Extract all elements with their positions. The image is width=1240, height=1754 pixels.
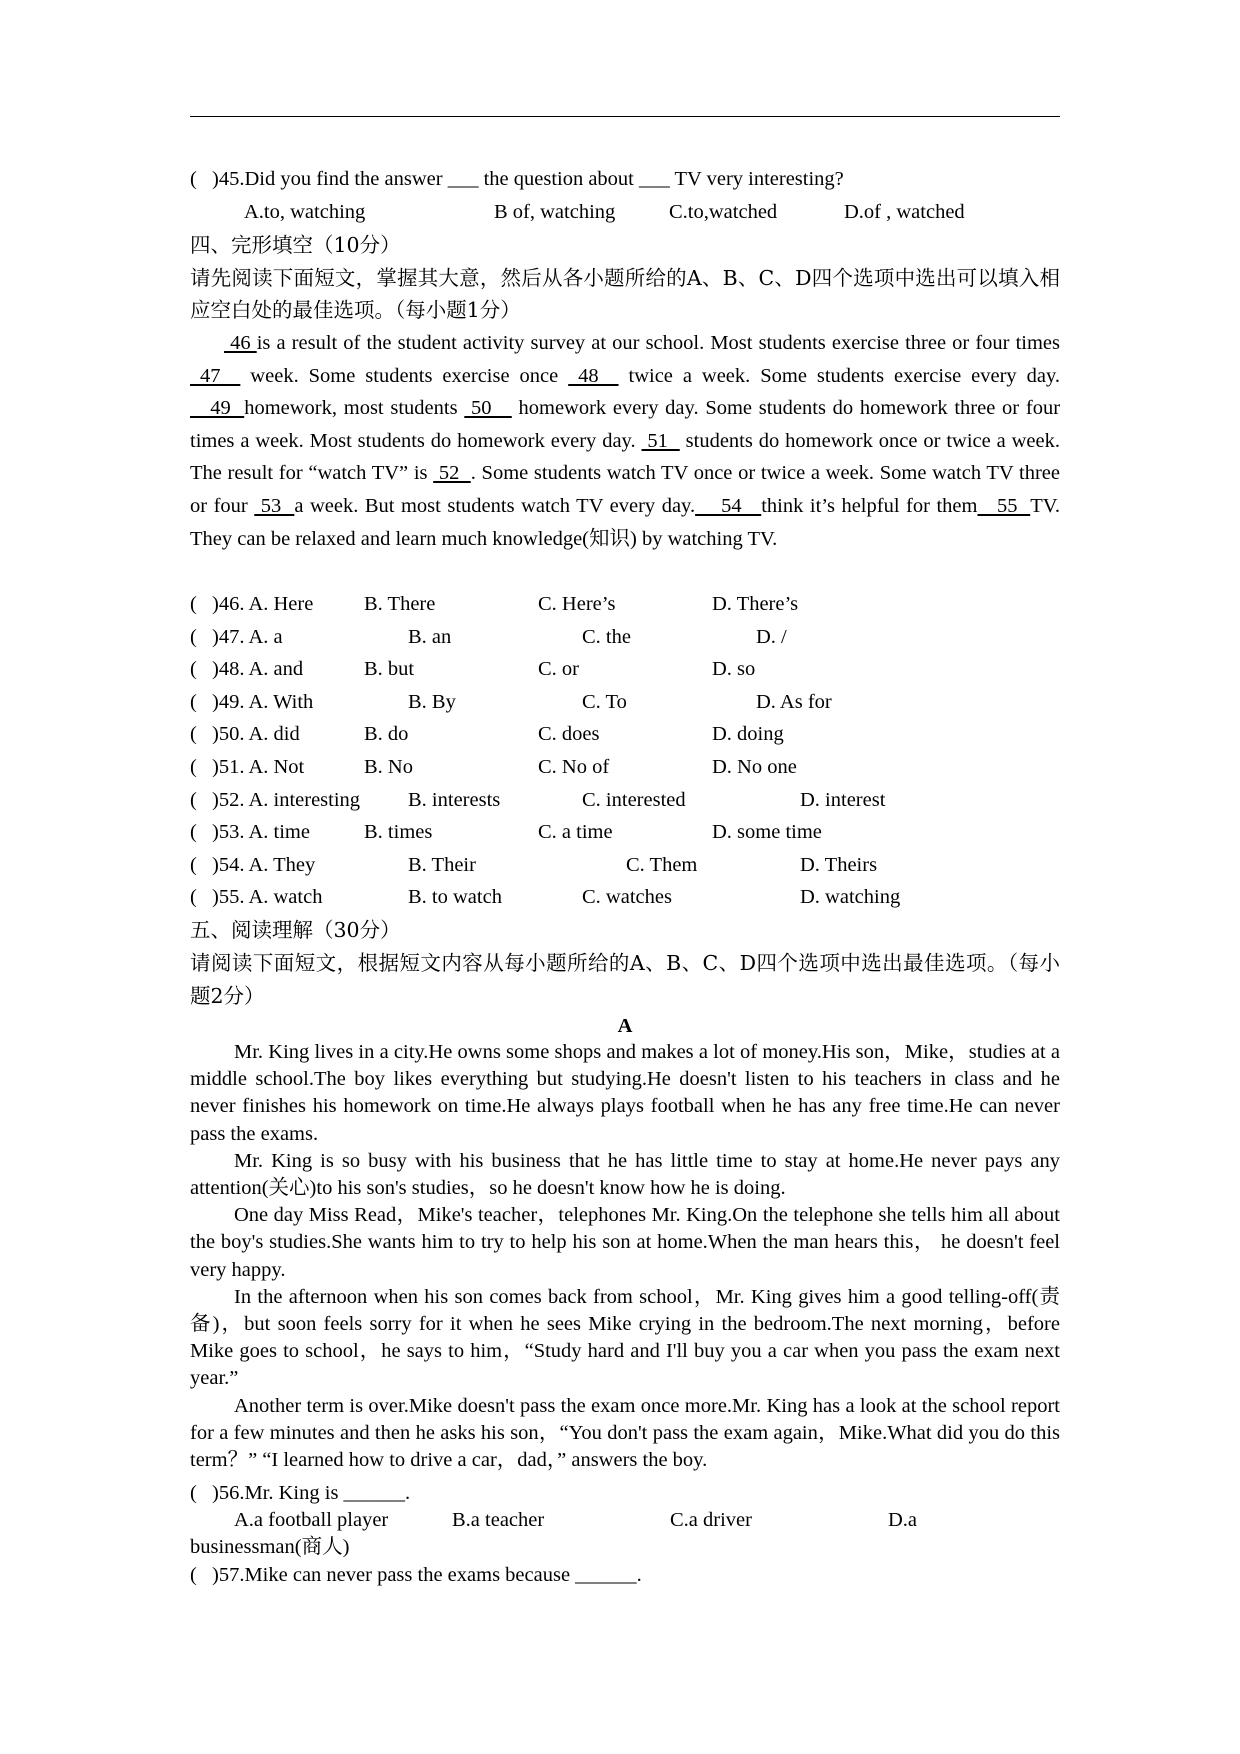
option-text: )48. A. and <box>212 658 304 681</box>
answer-bracket: ( <box>190 690 197 713</box>
option-row <box>190 849 1060 882</box>
cloze-text: a week. But most students watch TV every day. <box>294 494 696 517</box>
option-text: )49. A. With <box>212 690 314 713</box>
cloze-text: think it’s helpful for them <box>761 494 978 517</box>
option-text: B. times <box>364 821 433 844</box>
cloze-text: TV. They can be relaxed and learn much knowledge(知识) by watching TV. <box>190 494 1060 550</box>
option-row <box>190 588 1060 621</box>
cloze-text: is a result of the student activity survey at our school. Most students exercise three or four times <box>256 332 1061 354</box>
option-text: B. Their <box>408 853 476 876</box>
reading-passage <box>190 1039 1060 1474</box>
option-text: B. an <box>408 625 452 648</box>
option-text: B. interests <box>408 788 501 811</box>
option-text: C. Here’s <box>538 593 616 615</box>
option-text: C. To <box>582 690 627 713</box>
option-text: B. to watch <box>408 886 502 909</box>
option-text: D. As for <box>756 690 832 713</box>
question-56 <box>190 1480 1060 1589</box>
blank-49: 49 <box>190 397 245 420</box>
option-row <box>190 718 1060 751</box>
option-text: B. There <box>364 593 436 615</box>
cloze-text: homework, most students <box>244 397 465 420</box>
option-text: )55. A. watch <box>212 886 323 909</box>
answer-bracket: ( <box>190 788 197 811</box>
question-45 <box>190 163 1060 229</box>
section-4-instruction: 请先阅读下面短文，掌握其大意，然后从各小题所给的A、B、C、D四个选项中选出可以填入相应空白处的最佳选项。（每小题1分） <box>190 266 1060 322</box>
option-row <box>190 784 1060 817</box>
question-stem: )45.Did you find the answer ___ the question about ___ TV very interesting? <box>212 168 844 190</box>
option-a: A.a football player <box>234 1509 389 1532</box>
answer-bracket: ( <box>190 1482 197 1504</box>
answer-bracket: ( <box>190 1563 197 1586</box>
option-text: C. No of <box>538 755 610 778</box>
passage-paragraph: Another term is over.Mike doesn't pass the exam once more.Mr. King has a look at the school report for a few minutes and then he asks his son，“You don't pass the exam again，Mike.What did you do this term？” “I learned how to drive a car，dad，” answers the boy. <box>190 1394 1060 1472</box>
option-row <box>190 621 1060 654</box>
option-text: D. There’s <box>712 593 799 615</box>
section-5-title: 五、阅读理解（30分） <box>190 918 401 942</box>
header-rule <box>190 116 1060 117</box>
option-text: )54. A. They <box>212 853 316 876</box>
option-c: C.to,watched <box>669 201 778 223</box>
option-row <box>190 686 1060 719</box>
option-text: D. watching <box>800 886 901 909</box>
option-text: )50. A. did <box>212 723 300 746</box>
option-d: D.of , watched <box>844 201 965 223</box>
blank-52: 52 <box>433 462 471 485</box>
option-text: )47. A. a <box>212 625 283 648</box>
answer-bracket: ( <box>190 821 197 844</box>
answer-bracket: ( <box>190 886 197 909</box>
cloze-passage <box>190 327 1060 555</box>
passage-heading: A <box>617 1015 633 1037</box>
option-text: B. No <box>364 755 413 778</box>
option-c: C.a driver <box>670 1509 752 1532</box>
option-text: D. No one <box>712 755 797 778</box>
option-a: A.to, watching <box>244 201 366 223</box>
option-text: B. do <box>364 723 409 746</box>
option-text: C. watches <box>582 886 672 909</box>
option-text: D. so <box>712 658 756 681</box>
option-text: C. Them <box>626 853 698 876</box>
blank-53: 53 <box>254 494 295 517</box>
option-text: )52. A. interesting <box>212 788 361 811</box>
answer-bracket: ( <box>190 658 197 681</box>
answer-bracket: ( <box>190 625 197 648</box>
option-text: C. does <box>538 723 600 746</box>
answer-bracket: ( <box>190 168 197 190</box>
cloze-text: week. Some students exercise once <box>240 364 569 387</box>
blank-54: 54 <box>695 494 762 517</box>
passage-paragraph: Mr. King is so busy with his business that he has little time to stay at home.He never pays any attention(关心)to his son's studies，so he doesn't know how he is doing. <box>190 1149 1060 1200</box>
option-text: B. but <box>364 658 415 681</box>
option-text: C. a time <box>538 821 613 844</box>
option-text: )51. A. Not <box>212 755 305 778</box>
passage-paragraph: One day Miss Read，Mike's teacher，telephones Mr. King.On the telephone she tells him all about the boy's studies.She wants him to try to help his son at home.When the man hears this， he doesn't feel very happy. <box>190 1204 1060 1281</box>
passage-paragraph: In the afternoon when his son comes back from school，Mr. King gives him a good telling-off(责备)，but soon feels sorry for it when he sees Mike crying in the bedroom.The next morning，before Mike goes to school，he says to him，“Study hard and I'll buy you a car when you pass the exam next year.” <box>190 1285 1060 1390</box>
blank-50: 50 <box>464 397 512 420</box>
cloze-text: . Some students watch TV once or twice a week. Some watch TV three or four <box>190 462 1060 517</box>
cloze-text: students do homework once or twice a week. The result for “watch TV” is <box>190 429 1061 485</box>
option-row <box>190 653 1060 686</box>
option-d-continued: businessman(商人) <box>190 1536 350 1559</box>
question-stem: )57.Mike can never pass the exams because ______. <box>212 1563 642 1586</box>
option-row <box>190 751 1060 784</box>
question-stem: )56.Mr. King is ______. <box>212 1482 411 1504</box>
section-5-instruction: 请阅读下面短文，根据短文内容从每小题所给的A、B、C、D四个选项中选出最佳选项。（每小题2分） <box>190 951 1060 1008</box>
option-row <box>190 816 1060 849</box>
option-b: B of, watching <box>494 201 616 223</box>
option-text: D. some time <box>712 821 822 844</box>
option-b: B.a teacher <box>452 1509 545 1532</box>
blank-46: 46 <box>224 332 257 354</box>
blank-51: 51 <box>641 429 680 452</box>
option-text: B. By <box>408 690 456 713</box>
option-text: )46. A. Here <box>212 593 314 615</box>
answer-bracket: ( <box>190 723 197 746</box>
option-text: C. the <box>582 625 631 648</box>
option-text: C. interested <box>582 788 686 811</box>
option-text: D. Theirs <box>800 853 878 876</box>
cloze-text: twice a week. Some students exercise every day. <box>618 364 1060 387</box>
answer-bracket: ( <box>190 755 197 778</box>
option-text: )53. A. time <box>212 821 310 844</box>
blank-55: 55 <box>977 494 1031 517</box>
answer-bracket: ( <box>190 593 197 615</box>
blank-47: 47 <box>190 364 241 387</box>
option-text: D. / <box>756 625 787 648</box>
option-text: D. interest <box>800 788 886 811</box>
answer-bracket: ( <box>190 853 197 876</box>
cloze-text: homework every day. Some students do homework three or four times a week. Most students do homework every day. <box>190 397 1061 452</box>
passage-paragraph: Mr. King lives in a city.He owns some shops and makes a lot of money.His son，Mike，studies at a middle school.The boy likes everything but studying.He doesn't listen to his teachers in class and he never finishes his homework on time.He always plays football when he has any free time.He can never pass the exams. <box>190 1041 1060 1145</box>
option-row <box>190 881 1060 914</box>
cloze-options <box>190 588 1060 914</box>
blank-48: 48 <box>568 364 619 387</box>
option-d: D.a <box>888 1509 918 1532</box>
option-text: D. doing <box>712 723 784 746</box>
option-text: C. or <box>538 658 579 681</box>
section-4-title: 四、完形填空（10分） <box>190 233 401 257</box>
